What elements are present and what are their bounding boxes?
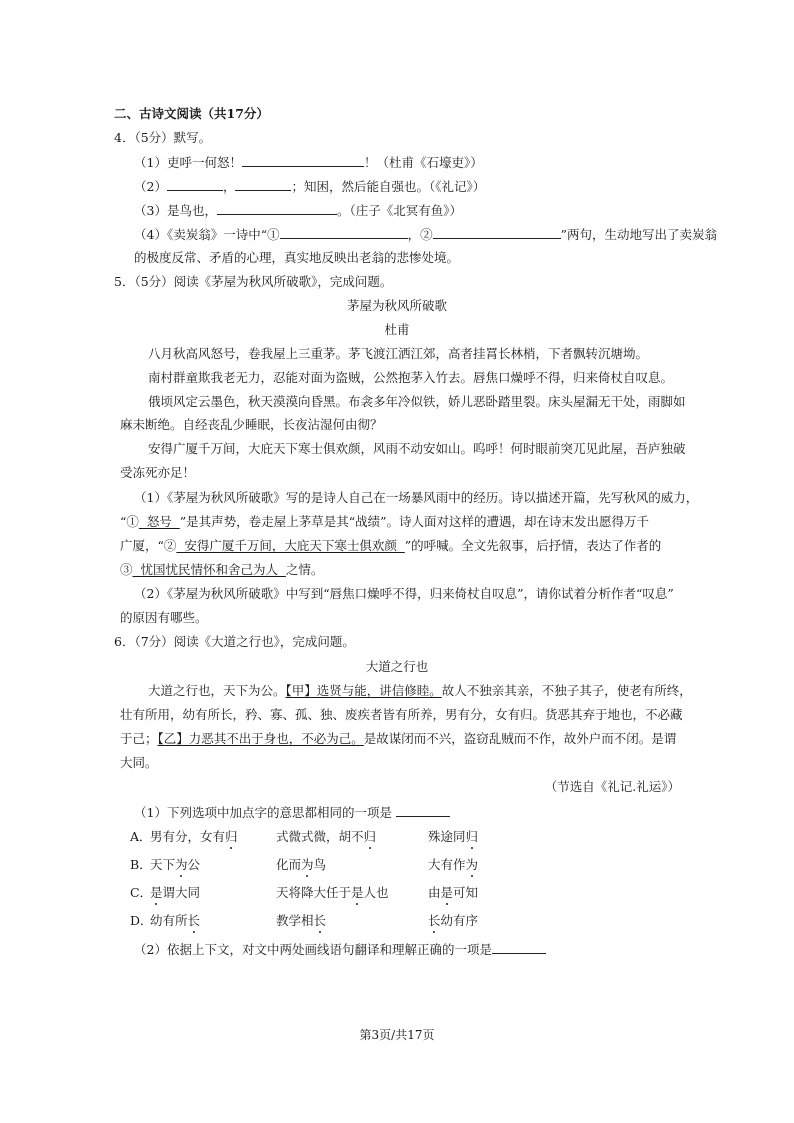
q4-heading: 4．（5分）默写。: [114, 130, 212, 145]
option-C-c3: 由是可知: [428, 885, 479, 900]
poem-para-4-cont: 受冻死亦足！: [120, 465, 196, 480]
q4-line-2: [134, 178, 485, 195]
poem-para-1: 八月秋高风怒号，卷我屋上三重茅。茅飞渡江洒江郊，高者挂罥长林梢，下者飘转沉塘坳。: [148, 346, 649, 361]
q6-sub1: [134, 804, 450, 821]
option-label: C．: [130, 885, 153, 900]
q5-sub2-line2: 的原因有哪些。: [120, 610, 208, 625]
text-para-line1: [148, 683, 692, 699]
q6-sub2-text: （2）依据上下文，对文中两处画线语句翻译和理解正确的一项是: [134, 942, 492, 957]
page-number: 第3页/共17页: [359, 1028, 435, 1042]
q5-s1c-post: ”的呼喊。全文先叙事，后抒情，表达了作者的: [404, 538, 662, 553]
q5-sub1-line4: [120, 562, 323, 578]
answer-blank[interactable]: [217, 202, 337, 215]
q5-s1d-post: 之情。: [285, 562, 324, 577]
underlined-sentence-jia: 【甲】选贤与能，讲信修睦。: [285, 683, 442, 698]
answer-blank[interactable]: [396, 804, 450, 817]
q4-l4-text-b: ，②: [407, 227, 433, 242]
poem-para-3-cont: 麻未断绝。自经丧乱少睡眠，长夜沾湿何由彻？: [120, 417, 383, 432]
poem-para-2: 南村群童欺我老无力，忍能对面为盗贼，公然抱茅入竹去。唇焦口燥呼不得，归来倚杖自叹息。: [148, 370, 674, 385]
underlined-sentence-yi: 【乙】力恶其不出于身也，不必为己。: [157, 731, 364, 746]
section-title: 二、古诗文阅读（共17分）: [114, 106, 269, 121]
q4-l3-source: 。（庄子《北冥有鱼》）: [336, 203, 462, 218]
poem-para-3: 俄顷风定云墨色，秋天漠漠向昏黑。布衾多年冷似铁，娇儿恶卧踏里裂。床头屋漏无干处，雨脚如: [148, 394, 686, 409]
text-p1c-post: 是故谋闭而不兴，盗窃乱贼而不作，故外户而不闭。是谓: [363, 731, 677, 746]
poem-author: 杜甫: [384, 322, 410, 337]
text-para-line2: 壮有所用，幼有所长，矜、寡、孤、独、废疾者皆有所养，男有分，女有归。货恶其弃于地也，不必藏: [120, 707, 683, 722]
text-p1a-post: 故人不独亲其亲，不独子其子，使老有所终，: [441, 683, 692, 698]
q4-l2-num: （2）: [134, 179, 167, 194]
option-C-c1: 是谓大同: [150, 885, 201, 900]
q4-line-4-cont: 的极度反常、矛盾的心理，真实地反映出老翁的悲惨处境。: [134, 250, 460, 265]
q4-l1-text: （1）吏呼一何怒！: [134, 155, 242, 170]
option-B-c3: 大有作为: [428, 857, 479, 872]
answer-blank[interactable]: [280, 226, 408, 239]
option-C-c2: 天将降大任于是人也: [276, 885, 389, 900]
answer-blank[interactable]: [433, 226, 561, 239]
option-D-c1: 幼有所长: [150, 913, 201, 928]
q5-s1c-pre: 广厦，“②: [120, 538, 177, 553]
q5-s1d-pre: ③: [120, 562, 133, 577]
q5-sub1-line2: [120, 514, 649, 530]
q4-l4-text-a: （4）《卖炭翁》一诗中“①: [134, 227, 280, 242]
q5-sub1-line1: （1）《茅屋为秋风所破歌》写的是诗人自己在一场暴风雨中的经历。诗以描述开篇，先写秋风的威力，: [134, 490, 699, 505]
option-label: D．: [130, 913, 153, 928]
text-p1c-pre: 于己；: [120, 731, 158, 746]
q4-l4-text-c: ”两句，生动地写出了卖炭翁: [560, 227, 718, 242]
option-A-c2: 式微式微，胡不归: [276, 829, 377, 844]
text-title: 大道之行也: [365, 659, 429, 674]
poem-para-4: 安得广厦千万间，大庇天下寒士俱欢颜，风雨不动安如山。呜呼！何时眼前突兀见此屋，吾庐独破: [148, 441, 686, 456]
answer-filled: 忧国忧民情怀和舍己为人: [132, 562, 286, 577]
option-label: B．: [130, 857, 152, 872]
q5-sub2-line1: （2）《茅屋为秋风所破歌》中写到“唇焦口燥呼不得，归来倚杖自叹息”，请你试着分析作者“叹息”: [134, 586, 674, 601]
q4-line-3: [134, 202, 462, 219]
option-B-c1: 天下为公: [150, 857, 201, 872]
q5-heading: 5．（5分）阅读《茅屋为秋风所破歌》，完成问题。: [114, 274, 393, 289]
q4-line-1: [134, 154, 483, 171]
answer-blank[interactable]: [235, 178, 291, 191]
q4-l3-text: （3）是鸟也，: [134, 203, 217, 218]
option-D-c3: 长幼有序: [428, 913, 479, 928]
poem-title: 茅屋为秋风所破歌: [346, 298, 447, 313]
q6-sub1-text: （1）下列选项中加点字的意思都相同的一项是: [134, 805, 392, 820]
answer-filled: 安得广厦千万间，大庇天下寒士俱欢颜: [176, 538, 405, 553]
q5-sub1-line3: [120, 538, 661, 554]
text-para-line4: 大同。: [120, 755, 158, 770]
answer-filled: 怒号: [138, 514, 180, 529]
option-A-c1: 男有分，女有归: [150, 829, 238, 844]
option-D-c2: 教学相长: [276, 913, 327, 928]
q5-s1b-post: ”是其声势，卷走屋上茅草是其“战绩”。诗人面对这样的遭遇，却在诗末发出愿得万千: [179, 514, 649, 529]
q5-s1b-pre: “①: [120, 514, 139, 529]
option-label: A．: [130, 829, 152, 844]
q6-heading: 6．（7分）阅读《大道之行也》，完成问题。: [114, 634, 355, 649]
text-para-line3: [120, 731, 676, 747]
option-B-c2: 化而为鸟: [276, 857, 327, 872]
q4-line-4: [134, 226, 717, 243]
q4-l1-source: ！（杜甫《石壕吏》）: [363, 155, 483, 170]
q4-l2-comma: ，: [222, 179, 236, 194]
text-source: （节选自《礼记.礼运》）: [544, 779, 680, 794]
q6-sub2: [134, 941, 546, 958]
text-p1a-pre: 大道之行也，天下为公。: [148, 683, 286, 698]
answer-blank[interactable]: [167, 178, 223, 191]
q4-l2-text: ；知困，然后能自强也。（《礼记》）: [291, 179, 486, 194]
answer-blank[interactable]: [242, 154, 364, 167]
option-A-c3: 殊途同归: [428, 829, 479, 844]
answer-blank[interactable]: [492, 941, 546, 954]
